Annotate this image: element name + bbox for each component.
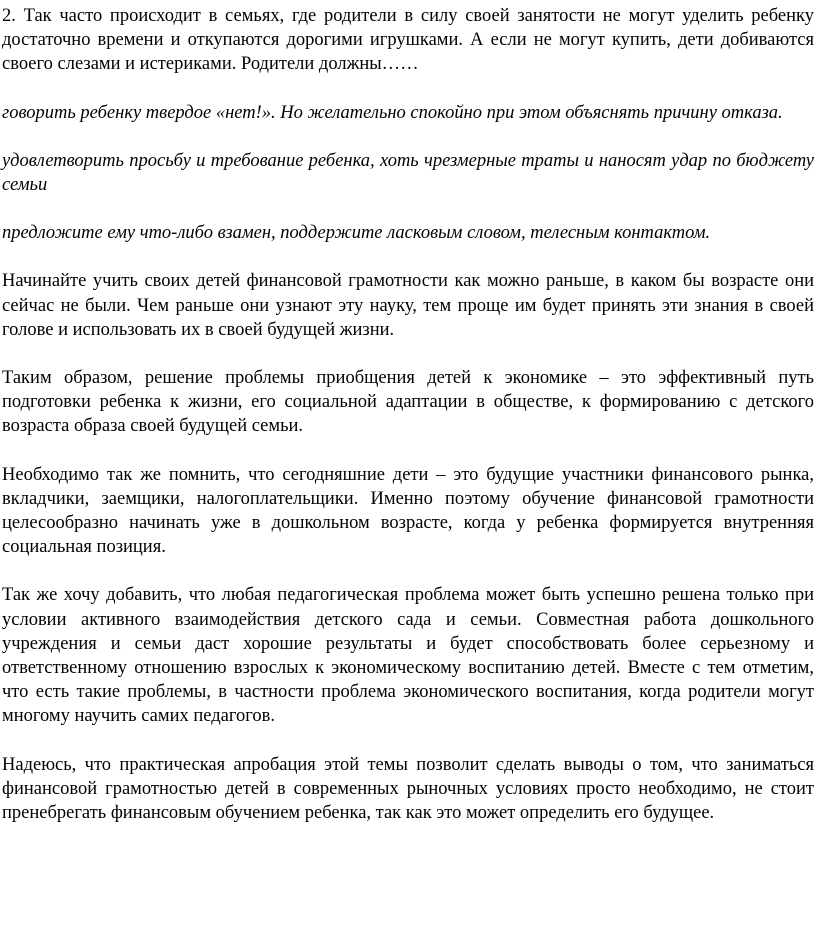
paragraph-financial-literacy-early: Начинайте учить своих детей финансовой грамотности как можно раньше, в каком бы возрасте они сейчас не были. Чем раньше они узнают эту науку, тем проще им будет принять эти знания в своей голове и использовать их в своей будущей жизни.	[2, 271, 814, 340]
paragraph-conclusion-economics: Таким образом, решение проблемы приобщения детей к экономике – это эффективный путь подготовки ребенка к жизни, его социальной адаптации в обществе, к формированию с детского возраста образа своей будущей семьи.	[2, 368, 814, 437]
paragraph-hope-approbation: Надеюсь, что практическая апробация этой темы позволит сделать выводы о том, что заниматься финансовой грамотностью детей в современных рыночных условиях просто необходимо, не стоит пренебрегать финансовым обучением ребенка, так как это может определить его будущее.	[2, 754, 814, 824]
quiz-option-1: говорить ребенку твердое «нет!». Но желательно спокойно при этом объяснять причину отказа.	[2, 102, 783, 123]
quiz-option-2: удовлетворить просьбу и требование ребенка, хоть чрезмерные траты и наносят удар по бюджету семьи	[2, 150, 814, 196]
quiz-option-3: предложите ему что-либо взамен, поддержите ласковым словом, телесным контактом.	[2, 223, 711, 244]
paragraph-future-participants: Необходимо так же помнить, что сегодняшние дети – это будущие участники финансового рынка, вкладчики, заемщики, налогоплательщики. Именно поэтому обучение финансовой грамотности целесообразно начинать уже в дошкольном возрасте, когда у ребенка формируется внутренняя социальная позиция.	[2, 464, 814, 558]
paragraph-kindergarten-family: Так же хочу добавить, что любая педагогическая проблема может быть успешно решена только при условии активного взаимодействия детского сада и семьи. Совместная работа дошкольного учреждения и семьи даст хорошие результаты и будет способствовать более серьезному и ответственному отношению взрослых к экономическому воспитанию детей. Вместе с тем отметим, что есть такие проблемы, в частности проблема экономического воспитания, когда родители могут многому научить самих педагогов.	[2, 585, 814, 727]
quiz-question: 2. Так часто происходит в семьях, где родители в силу своей занятости не могут уделить ребенку достаточно времени и откупаются дорогими игрушками. А если не могут купить, дети добиваются своего слезами и истериками. Родители должны……	[2, 6, 814, 75]
